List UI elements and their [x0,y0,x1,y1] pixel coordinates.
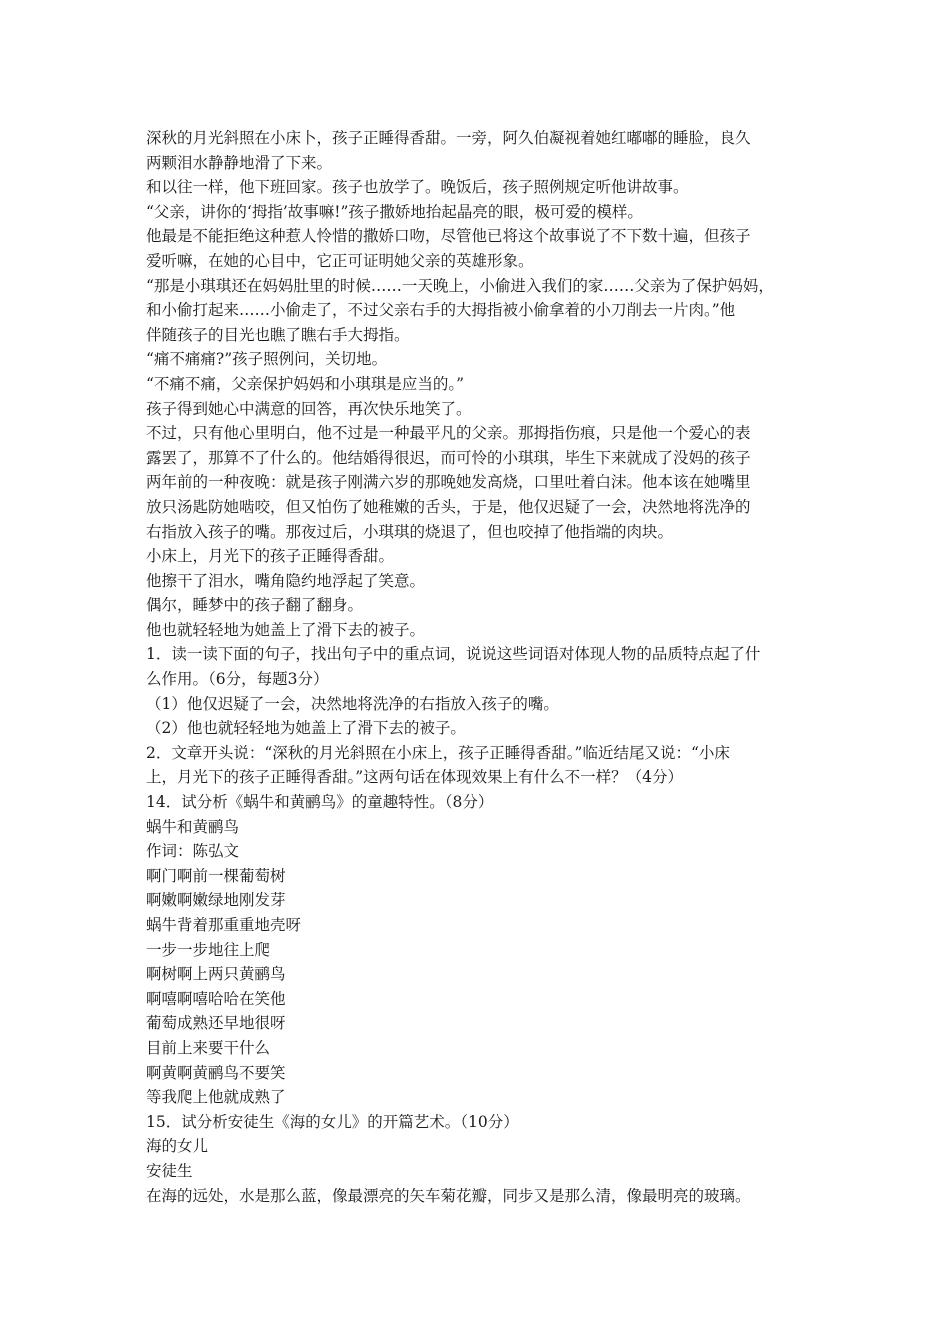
text-line: 和以往一样，他下班回家。孩子也放学了。晚饭后，孩子照例规定听他讲故事。 [146,178,689,197]
text-line: 啊树啊上两只黄鹂鸟 [146,965,286,984]
text-line: “那是小琪琪还在妈妈肚里的时候……一天晚上，小偷进入我们的家……父亲为了保护妈妈， [146,276,774,295]
text-line: 深秋的月光斜照在小床卜，孩子正睡得香甜。一旁，阿久伯凝视着她红嘟嘟的睡脸，良久 [146,129,751,147]
text-line: 上，月光下的孩子正睡得香甜。”这两句话在体现效果上有什么不一样？（4分） [146,768,684,787]
text-line: 啊嘻啊嘻哈哈在笑他 [146,989,286,1008]
text-line: 啊黄啊黄鹂鸟不要笑 [146,1063,286,1082]
text-line: 和小偷打起来……小偷走了，不过父亲右手的大拇指被小偷拿着的小刀削去一片肉。”他 [146,301,736,320]
text-line: 两颗泪水静静地滑了下来。 [146,153,333,172]
text-line: “不痛不痛，父亲保护妈妈和小琪琪是应当的。” [146,374,465,393]
text-line: 目前上来要干什么 [146,1038,271,1057]
text-line: 15．试分析安徒生《海的女儿》的开篇艺术。（10分） [146,1112,519,1131]
text-line: 安徒生 [146,1161,193,1180]
text-line: 啊门啊前一棵葡萄树 [146,866,286,885]
text-line: 1．读一读下面的句子，找出句子中的重点词，说说这些词语对体现人物的品质特点起了什 [146,645,761,664]
text-line: 在海的远处，水是那么蓝，像最漂亮的矢车菊花瓣，同步又是那么清，像最明亮的玻璃。 [146,1186,751,1205]
text-line: 爱听嘛，在她的心目中，它正可证明她父亲的英雄形象。 [146,251,534,270]
text-line: 2．文章开头说：“深秋的月光斜照在小床上，孩子正睡得香甜。”临近结尾又说：“小床 [146,743,730,762]
text-line: 么作用。（6分，每题3分） [146,670,329,689]
text-line: 海的女儿 [146,1137,209,1156]
text-line: “父亲，讲你的‘拇指’故事嘛!”孩子撒娇地抬起晶亮的眼，极可爱的模样。 [146,202,643,221]
text-line: 伴随孩子的目光也瞧了瞧右手大拇指。 [146,325,410,344]
text-line: 孩子得到她心中满意的回答，再次快乐地笑了。 [146,399,472,418]
text-line: 14．试分析《蜗牛和黄鹂鸟》的童趣特性。（8分） [146,793,494,812]
text-line: 蜗牛背着那重重地壳呀 [146,916,302,934]
text-line: 他最是不能拒绝这种惹人怜惜的撒娇口吻，尽管他已将这个故事说了不下数十遍，但孩子 [146,227,751,246]
text-line: 右指放入孩子的嘴。那夜过后，小琪琪的烧退了，但也咬掉了他指端的肉块。 [146,522,674,541]
text-line: 露罢了，那算不了什么的。他结婚得很迟，而可怜的小琪琪，毕生下来就成了没妈的孩子 [146,448,751,467]
text-line: 他擦干了泪水，嘴角隐约地浮起了笑意。 [146,571,426,590]
text-line: 不过，只有他心里明白，他不过是一种最平凡的父亲。那拇指伤痕，只是他一个爱心的表 [146,424,751,443]
document-body [146,126,816,1208]
text-line: 两年前的一种夜晚：就是孩子刚满六岁的那晚她发高烧，口里吐着白沫。他本该在她嘴里 [146,473,751,492]
text-line: “痛不痛痛?”孩子照例问，关切地。 [146,350,388,369]
text-line: 葡萄成熟还早地很呀 [146,1014,286,1033]
text-line: 等我爬上他就成熟了 [146,1088,286,1107]
text-line: 他也就轻轻地为她盖上了滑下去的被子。 [146,620,426,639]
text-line: （1）他仅迟疑了一会，决然地将洗净的右指放入孩子的嘴。 [146,694,559,713]
text-line: （2）他也就轻轻地为她盖上了滑下去的被子。 [146,719,466,738]
text-line: 作词：陈弘文 [146,842,240,861]
text-line: 啊嫩啊嫩绿地刚发芽 [146,891,286,910]
text-line: 放只汤匙防她啮咬，但又怕伤了她稚嫩的舌头，于是，他仅迟疑了一会，决然地将洗净的 [146,497,751,516]
text-line: 一步一步地往上爬 [146,940,271,959]
text-line: 偶尔，睡梦中的孩子翻了翻身。 [146,596,364,615]
text-line: 蜗牛和黄鹂鸟 [146,817,240,836]
text-line: 小床上，月光下的孩子正睡得香甜。 [146,547,395,566]
